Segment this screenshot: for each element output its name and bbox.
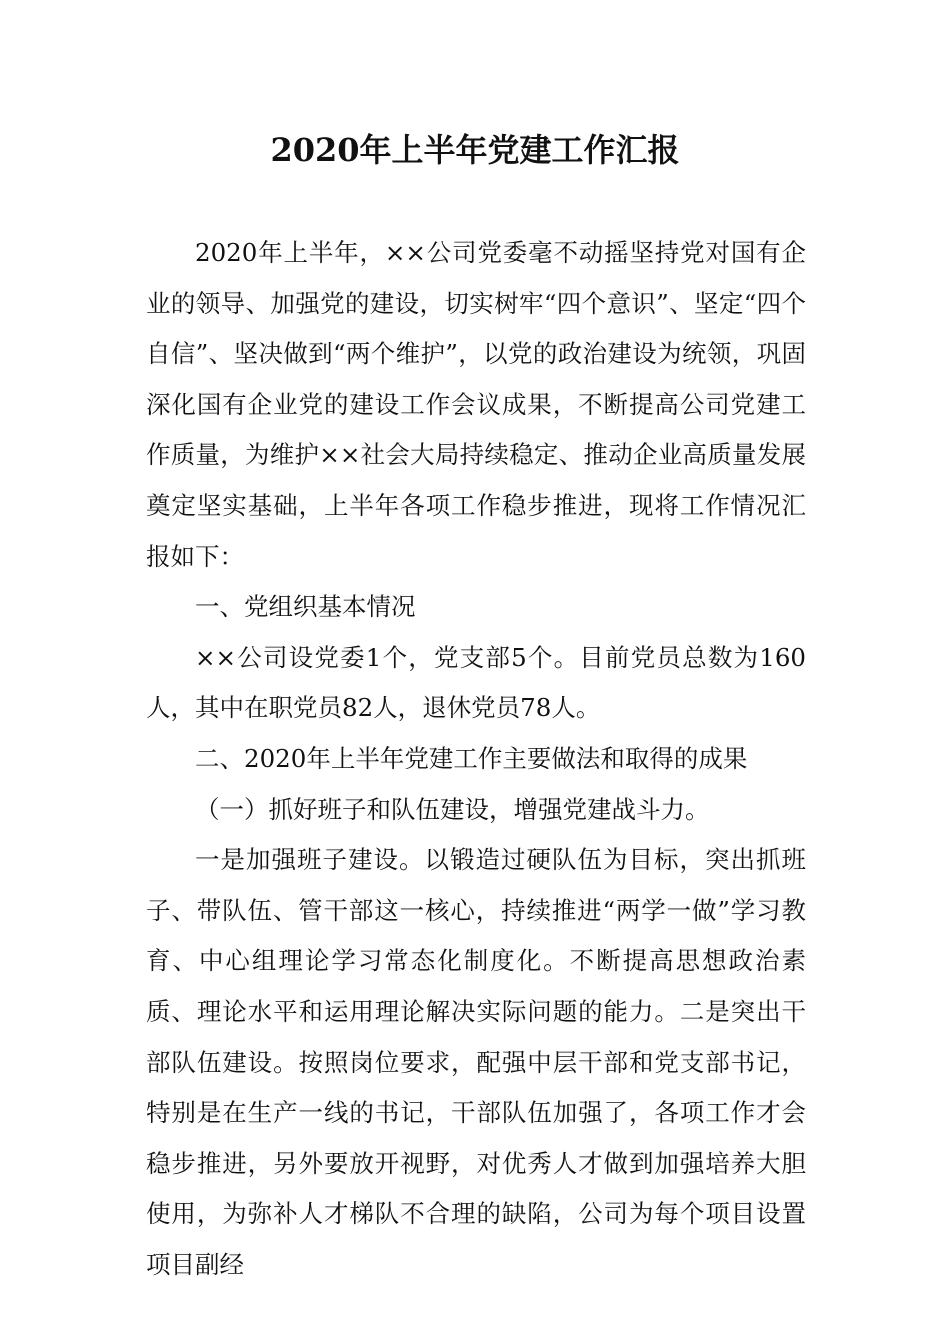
intro-paragraph: 2020年上半年，××公司党委毫不动摇坚持党对国有企业的领导、加强党的建设，切实树牢“四个意识”、坚定“四个自信”、坚决做到“两个维护”，以党的政治建设为统领，巩固深化国有企业党的建设工作会议成果，不断提高公司党建工作质量，为维护××社会大局持续稳定、推动企业高质量发展奠定坚实基础，上半年各项工作稳步推进，现将工作情况汇报如下： [146, 238, 806, 571]
document-body [146, 228, 806, 1290]
subsection-heading-1: （一）抓好班子和队伍建设，增强党建战斗力。 [195, 794, 710, 824]
party-organization-paragraph: ××公司设党委1个，党支部5个。目前党员总数为160人，其中在职党员82人，退休党员78人。 [146, 642, 806, 723]
section-heading-2: 二、2020年上半年党建工作主要做法和取得的成果 [195, 743, 748, 773]
section-heading-1: 一、党组织基本情况 [195, 592, 416, 622]
document-title: 2020年上半年党建工作汇报 [270, 131, 680, 169]
team-building-paragraph: 一是加强班子建设。以锻造过硬队伍为目标，突出抓班子、带队伍、管干部这一核心，持续推进“两学一做”学习教育、中心组理论学习常态化制度化。不断提高思想政治素质、理论水平和运用理论解决实际问题的能力。二是突出干部队伍建设。按照岗位要求，配强中层干部和党支部书记，特别是在生产一线的书记，干部队伍加强了，各项工作才会稳步推进，另外要放开视野，对优秀人才做到加强培养大胆使用，为弥补人才梯队不合理的缺陷，公司为每个项目设置项目副经 [146, 845, 806, 1279]
